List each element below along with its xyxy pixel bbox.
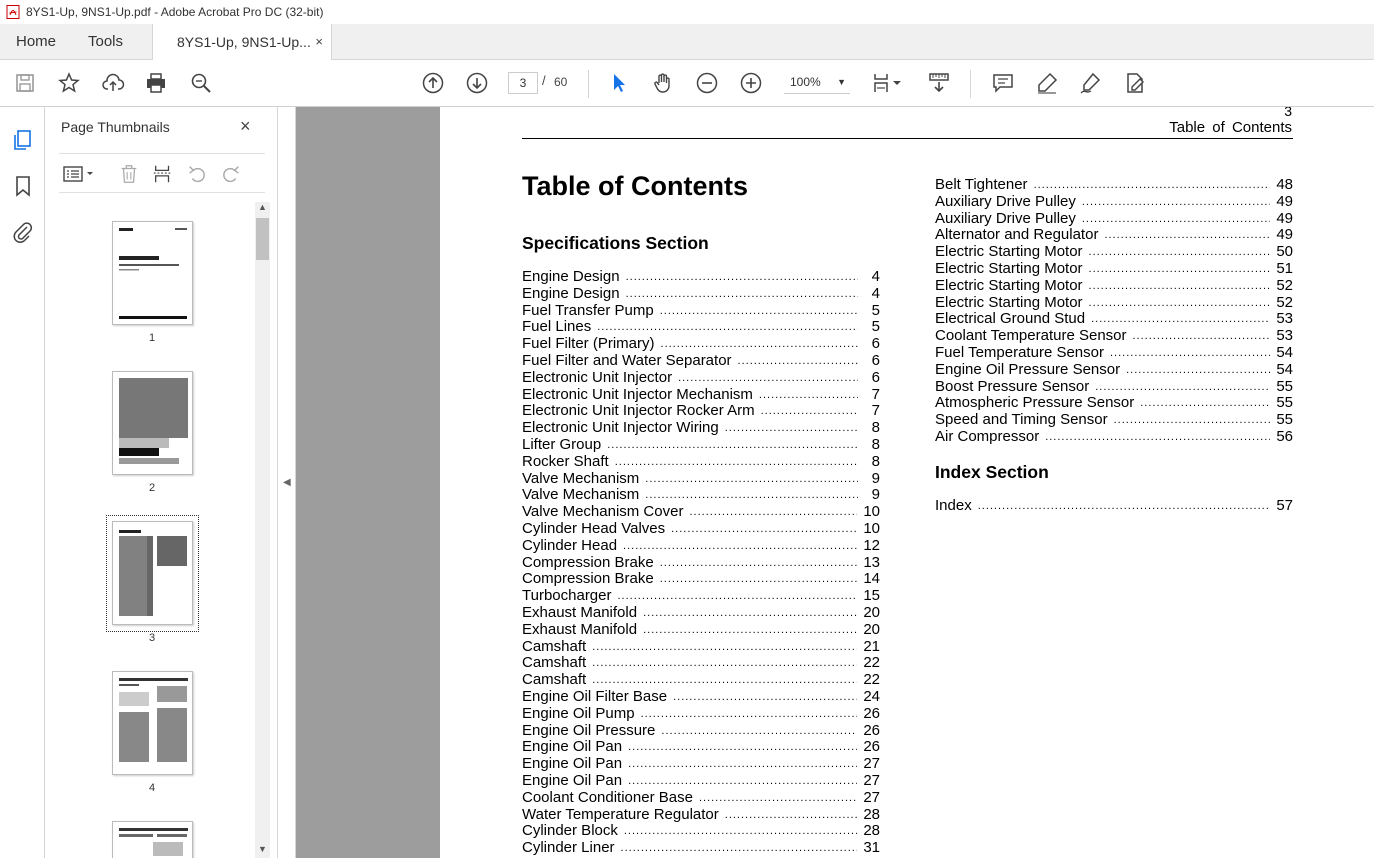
toc-entry-page: 8 [871, 452, 880, 470]
page-total: 60 [554, 75, 568, 89]
toc-entry-page: 7 [871, 402, 880, 420]
toc-leader-dots [1091, 311, 1270, 328]
toc-entry[interactable] [522, 756, 880, 773]
left-rail [0, 107, 45, 858]
toc-entry-label: Engine Oil Pan [522, 738, 623, 756]
page-number-input[interactable]: 3 [508, 72, 538, 94]
toc-leader-dots [623, 538, 857, 555]
toc-entry[interactable] [935, 194, 1293, 211]
find-zoom-icon[interactable] [188, 70, 214, 96]
toc-entry-label: Valve Mechanism [522, 469, 640, 487]
header-rule [522, 138, 1293, 139]
toc-entry[interactable] [522, 487, 880, 504]
toc-entry[interactable] [522, 353, 880, 370]
toc-leader-dots [661, 336, 858, 353]
toc-entry-label: Atmospheric Pressure Sensor [935, 394, 1135, 412]
chevron-down-icon[interactable] [890, 70, 904, 96]
toc-entry[interactable] [522, 521, 880, 538]
toc-entry-page: 28 [863, 822, 880, 840]
thumbnail-toolbar [59, 153, 265, 193]
thumbnail-label: 4 [148, 782, 156, 794]
toc-entry[interactable] [522, 303, 880, 320]
toc-leader-dots [628, 756, 857, 773]
toc-entry-label: Engine Oil Pressure Sensor [935, 360, 1121, 378]
hand-tool-icon[interactable] [650, 70, 676, 96]
toc-entry[interactable] [935, 412, 1293, 429]
toc-leader-dots [597, 319, 858, 336]
toc-entry-label: Electrical Ground Stud [935, 310, 1086, 328]
panel-title: Page Thumbnails [61, 119, 170, 135]
toc-entry-page: 27 [863, 755, 880, 773]
tab-bar [0, 24, 1374, 60]
tab-close-icon[interactable]: × [315, 34, 323, 49]
toc-entry-page: 26 [863, 704, 880, 722]
toc-entry-label: Engine Oil Pan [522, 771, 623, 789]
toc-leader-dots [761, 403, 858, 420]
toc-entry-label: Rocker Shaft [522, 452, 609, 470]
toc-leader-dots [1104, 227, 1270, 244]
toc-entry[interactable] [522, 672, 880, 689]
toc-leader-dots [618, 588, 858, 605]
section-title-specifications: Specifications Section [522, 233, 709, 253]
toc-leader-dots [725, 420, 858, 437]
toc-entry-page: 55 [1276, 411, 1293, 429]
toc-entry[interactable] [935, 211, 1293, 228]
insert-page-icon[interactable] [151, 162, 175, 186]
toc-entry-label: Electric Starting Motor [935, 276, 1083, 294]
toc-entry[interactable] [522, 336, 880, 353]
toc-leader-dots [1114, 412, 1271, 429]
toc-entry-page: 49 [1276, 209, 1293, 227]
comment-icon[interactable] [990, 70, 1016, 96]
thumbnail-label: 2 [148, 482, 156, 494]
section-title-index: Index Section [935, 462, 1049, 482]
toc-entry[interactable] [935, 362, 1293, 379]
toc-entry-label: Coolant Temperature Sensor [935, 327, 1127, 345]
toc-leader-dots [1133, 328, 1271, 345]
thumbnail-scrollbar[interactable] [255, 202, 270, 858]
toc-entry[interactable] [522, 773, 880, 790]
toc-leader-dots [699, 790, 857, 807]
print-icon[interactable] [143, 70, 169, 96]
toc-entry[interactable] [522, 823, 880, 840]
toc-right-column [935, 177, 1293, 446]
toc-entry-page: 20 [863, 603, 880, 621]
toc-entry-label: Electric Starting Motor [935, 293, 1083, 311]
toc-entry-page: 24 [863, 687, 880, 705]
toc-leader-dots [615, 454, 858, 471]
toc-leader-dots [1140, 395, 1270, 412]
thumbnail-page-1[interactable] [112, 221, 193, 325]
toc-entry-label: Valve Mechanism [522, 486, 640, 504]
toc-entry-page: 53 [1276, 310, 1293, 328]
toc-entry-label: Camshaft [522, 671, 587, 689]
thumbnail-label: 3 [148, 632, 156, 644]
toc-entry-page: 27 [863, 788, 880, 806]
toc-entry-page: 20 [863, 620, 880, 638]
main-toolbar [0, 60, 1374, 107]
toc-entry[interactable] [935, 227, 1293, 244]
toc-entry-page: 8 [871, 435, 880, 453]
scroll-up-icon[interactable]: ▲ [258, 202, 267, 212]
toc-entry-label: Speed and Timing Sensor [935, 411, 1108, 429]
toc-entry[interactable] [522, 319, 880, 336]
toc-left-column [522, 269, 880, 857]
toc-entry-label: Electronic Unit Injector Mechanism [522, 385, 753, 403]
next-page-icon[interactable] [464, 70, 490, 96]
acrobat-pdf-icon [6, 5, 20, 19]
toc-entry-page: 22 [863, 671, 880, 689]
toc-entry-page: 12 [863, 536, 880, 554]
toc-leader-dots [1095, 379, 1270, 396]
toc-entry-label: Auxiliary Drive Pulley [935, 192, 1076, 210]
delete-page-icon[interactable] [117, 162, 141, 186]
close-icon[interactable]: × [240, 116, 251, 136]
toc-entry[interactable] [935, 295, 1293, 312]
toc-entry[interactable] [935, 498, 1293, 515]
toc-entry-page: 5 [871, 301, 880, 319]
page-number: 3 [1284, 107, 1292, 119]
toc-entry[interactable] [522, 420, 880, 437]
thumbnail-label: 1 [148, 332, 156, 344]
toc-entry-page: 55 [1276, 394, 1293, 412]
toc-entry[interactable] [935, 429, 1293, 446]
toc-leader-dots [671, 521, 857, 538]
thumbnail-list [45, 202, 255, 858]
toc-leader-dots [626, 269, 858, 286]
toc-leader-dots [738, 353, 858, 370]
toc-entry-label: Engine Design [522, 284, 620, 302]
toc-entry[interactable] [522, 571, 880, 588]
toc-entry-label: Compression Brake [522, 570, 654, 588]
toc-entry-page: 48 [1276, 176, 1293, 193]
toc-entry[interactable] [522, 790, 880, 807]
toc-leader-dots [624, 823, 857, 840]
toc-entry-label: Engine Oil Pump [522, 704, 635, 722]
toc-leader-dots [725, 807, 858, 824]
toc-entry-page: 27 [863, 771, 880, 789]
panel-collapse-splitter[interactable] [278, 107, 296, 858]
toc-leader-dots [1045, 429, 1270, 446]
toc-entry[interactable] [522, 655, 880, 672]
tab-tools[interactable]: Tools [88, 33, 124, 50]
toc-entry-page: 9 [871, 486, 880, 504]
toc-entry-label: Air Compressor [935, 427, 1040, 445]
toc-entry-label: Valve Mechanism Cover [522, 503, 684, 521]
toc-entry-label: Lifter Group [522, 435, 602, 453]
fill-sign-icon[interactable] [1122, 70, 1148, 96]
toc-entry-label: Fuel Filter and Water Separator [522, 351, 732, 369]
toc-entry-label: Index [935, 497, 972, 514]
toc-entry-page: 22 [863, 654, 880, 672]
toc-entry-label: Engine Design [522, 268, 620, 285]
toc-leader-dots [978, 498, 1271, 515]
toc-entry-page: 52 [1276, 276, 1293, 294]
chevron-down-icon: ▼ [837, 77, 846, 87]
window-title: 8YS1-Up, 9NS1-Up.pdf - Adobe Acrobat Pro DC (32-bit) [26, 5, 324, 19]
toc-entry-label: Cylinder Liner [522, 839, 615, 857]
previous-page-icon[interactable] [420, 70, 446, 96]
toc-entry[interactable] [935, 328, 1293, 345]
thumbnail-page-3[interactable] [112, 521, 193, 625]
toc-entry-page: 53 [1276, 327, 1293, 345]
toc-entry-page: 54 [1276, 343, 1293, 361]
toc-leader-dots [592, 639, 857, 656]
toc-entry-label: Electronic Unit Injector Wiring [522, 419, 719, 437]
toc-entry-label: Auxiliary Drive Pulley [935, 209, 1076, 227]
toc-entry[interactable] [522, 739, 880, 756]
toc-leader-dots [678, 370, 858, 387]
toc-entry-label: Camshaft [522, 637, 587, 655]
page-thumbnails-icon[interactable] [10, 127, 36, 153]
toc-entry-label: Water Temperature Regulator [522, 805, 719, 823]
toc-entry-page: 6 [871, 335, 880, 353]
scroll-down-icon[interactable]: ▼ [258, 844, 267, 854]
toc-leader-dots [1082, 194, 1270, 211]
toc-entry-label: Exhaust Manifold [522, 620, 638, 638]
toc-leader-dots [660, 555, 858, 572]
title-bar [0, 0, 1374, 24]
toc-entry[interactable] [522, 538, 880, 555]
select-cursor-icon[interactable] [606, 70, 632, 96]
toc-entry[interactable] [522, 840, 880, 857]
toc-leader-dots [1089, 295, 1271, 312]
page-title: Table of Contents [522, 171, 748, 201]
toc-entry-page: 50 [1276, 243, 1293, 261]
toc-entry-page: 5 [871, 318, 880, 336]
toc-leader-dots [1126, 362, 1270, 379]
toc-leader-dots [626, 286, 858, 303]
tab-home[interactable]: Home [16, 33, 57, 50]
toc-entry[interactable] [522, 605, 880, 622]
document-background [296, 107, 440, 858]
toc-entry-page: 6 [871, 368, 880, 386]
document-page [440, 107, 1374, 858]
toc-entry-page: 9 [871, 469, 880, 487]
toc-leader-dots [592, 655, 857, 672]
toc-entry-label: Alternator and Regulator [935, 226, 1099, 244]
toc-entry-page: 54 [1276, 360, 1293, 378]
toc-entry-label: Fuel Transfer Pump [522, 301, 654, 319]
toc-leader-dots [607, 437, 858, 454]
toc-entry[interactable] [522, 437, 880, 454]
toc-entry-label: Fuel Lines [522, 318, 592, 336]
toc-entry[interactable] [935, 311, 1293, 328]
toc-entry-label: Compression Brake [522, 553, 654, 571]
highlight-pen-icon[interactable] [1034, 70, 1060, 96]
toc-entry-label: Cylinder Block [522, 822, 618, 840]
toc-entry-page: 49 [1276, 192, 1293, 210]
toc-entry-label: Fuel Filter (Primary) [522, 335, 655, 353]
toc-entry-page: 10 [863, 503, 880, 521]
toc-entry-label: Engine Oil Pan [522, 755, 623, 773]
draw-sign-icon[interactable] [1078, 70, 1104, 96]
toc-entry-page: 49 [1276, 226, 1293, 244]
tab-document[interactable] [152, 24, 332, 61]
thumbnail-page-2[interactable] [112, 371, 193, 475]
toc-entry-page: 13 [863, 553, 880, 571]
page-separator: / [542, 73, 546, 88]
toc-entry-page: 56 [1276, 427, 1293, 445]
toc-entry[interactable] [522, 706, 880, 723]
thumbnail-page-5[interactable] [112, 821, 193, 858]
zoom-level-value: 100% [790, 75, 821, 89]
toc-entry-page: 8 [871, 419, 880, 437]
toc-entry[interactable] [522, 588, 880, 605]
thumbnail-page-4[interactable] [112, 671, 193, 775]
toc-leader-dots [1089, 261, 1271, 278]
upload-cloud-icon[interactable] [100, 70, 126, 96]
toc-entry[interactable] [522, 504, 880, 521]
toc-leader-dots [645, 487, 858, 504]
toc-entry[interactable] [522, 403, 880, 420]
toc-entry-label: Turbocharger [522, 587, 612, 605]
toc-leader-dots [661, 723, 857, 740]
toc-entry[interactable] [522, 286, 880, 303]
toc-leader-dots [641, 706, 858, 723]
toc-entry[interactable] [522, 639, 880, 656]
toc-entry-label: Cylinder Head [522, 536, 618, 554]
toc-entry-page: 15 [863, 587, 880, 605]
toc-entry-page: 26 [863, 721, 880, 739]
toc-entry-page: 21 [863, 637, 880, 655]
toc-entry-page: 26 [863, 738, 880, 756]
toc-leader-dots [689, 504, 857, 521]
attachments-icon[interactable] [10, 219, 36, 245]
page-thumbnails-panel [45, 107, 278, 858]
toc-leader-dots [1034, 177, 1271, 194]
toc-entry-page: 10 [863, 519, 880, 537]
toc-entry[interactable] [522, 387, 880, 404]
zoom-out-icon[interactable] [694, 70, 720, 96]
toc-entry-page: 4 [871, 284, 880, 302]
toc-entry[interactable] [522, 723, 880, 740]
toc-leader-dots [628, 739, 857, 756]
toc-leader-dots [1110, 345, 1270, 362]
toc-entry-page: 7 [871, 385, 880, 403]
toc-entry-label: Electronic Unit Injector [522, 368, 673, 386]
bookmark-star-icon[interactable] [56, 70, 82, 96]
toc-leader-dots [643, 622, 857, 639]
toc-leader-dots [660, 571, 858, 588]
toc-leader-dots [660, 303, 858, 320]
zoom-in-icon[interactable] [738, 70, 764, 96]
rotate-right-icon[interactable] [219, 162, 243, 186]
toc-entry[interactable] [935, 395, 1293, 412]
toc-leader-dots [1089, 278, 1271, 295]
toc-entry[interactable] [522, 269, 880, 286]
toc-entry[interactable] [935, 177, 1293, 194]
running-header: Table of Contents [1169, 119, 1292, 136]
bookmarks-icon[interactable] [10, 173, 36, 199]
toc-entry-page: 51 [1276, 259, 1293, 277]
tab-document-label: 8YS1-Up, 9NS1-Up... [177, 34, 311, 50]
toc-leader-dots [643, 605, 857, 622]
toc-entry-label: Engine Oil Pressure [522, 721, 656, 739]
toc-entry[interactable] [935, 379, 1293, 396]
toc-entry-label: Belt Tightener [935, 176, 1028, 193]
toc-entry[interactable] [522, 471, 880, 488]
toc-entry-label: Boost Pressure Sensor [935, 377, 1090, 395]
toc-entry-label: Exhaust Manifold [522, 603, 638, 621]
zoom-level-select[interactable] [784, 72, 850, 94]
toc-leader-dots [1089, 244, 1271, 261]
toc-entry[interactable] [935, 244, 1293, 261]
rotate-left-icon[interactable] [185, 162, 209, 186]
toc-entry[interactable] [935, 345, 1293, 362]
toc-index-column [935, 498, 1293, 515]
toc-entry-page: 31 [863, 839, 880, 857]
thumbnail-options-icon[interactable] [61, 162, 97, 186]
toc-entry-page: 57 [1276, 497, 1293, 514]
toc-entry-page: 14 [863, 570, 880, 588]
toc-leader-dots [1082, 211, 1270, 228]
toolbar-divider [970, 70, 971, 98]
toc-entry-page: 28 [863, 805, 880, 823]
toc-entry[interactable] [522, 454, 880, 471]
toc-leader-dots [628, 773, 857, 790]
toc-entry-page: 52 [1276, 293, 1293, 311]
toc-entry[interactable] [522, 689, 880, 706]
toc-entry[interactable] [522, 555, 880, 572]
toc-entry[interactable] [522, 807, 880, 824]
scroll-mode-icon[interactable] [926, 70, 952, 96]
toc-leader-dots [621, 840, 858, 857]
toc-entry[interactable] [522, 370, 880, 387]
toc-entry-label: Fuel Temperature Sensor [935, 343, 1104, 361]
toc-leader-dots [759, 387, 858, 404]
save-icon[interactable] [12, 70, 38, 96]
toc-leader-dots [645, 471, 858, 488]
toc-entry-label: Camshaft [522, 654, 587, 672]
toc-entry-page: 55 [1276, 377, 1293, 395]
toc-entry-label: Electric Starting Motor [935, 259, 1083, 277]
toc-leader-dots [673, 689, 857, 706]
toc-entry[interactable] [935, 261, 1293, 278]
toc-entry-page: 4 [871, 268, 880, 285]
toc-entry-page: 6 [871, 351, 880, 369]
scrollbar-thumb[interactable] [256, 218, 269, 260]
toc-entry-label: Electric Starting Motor [935, 243, 1083, 261]
toc-entry-label: Coolant Conditioner Base [522, 788, 693, 806]
collapse-arrow-icon[interactable]: ◀ [283, 477, 291, 488]
toc-entry-label: Electronic Unit Injector Rocker Arm [522, 402, 755, 420]
toolbar-divider [588, 70, 589, 98]
toc-leader-dots [592, 672, 857, 689]
toc-entry-label: Cylinder Head Valves [522, 519, 666, 537]
toc-entry[interactable] [522, 622, 880, 639]
toc-entry[interactable] [935, 278, 1293, 295]
toc-entry-label: Engine Oil Filter Base [522, 687, 668, 705]
